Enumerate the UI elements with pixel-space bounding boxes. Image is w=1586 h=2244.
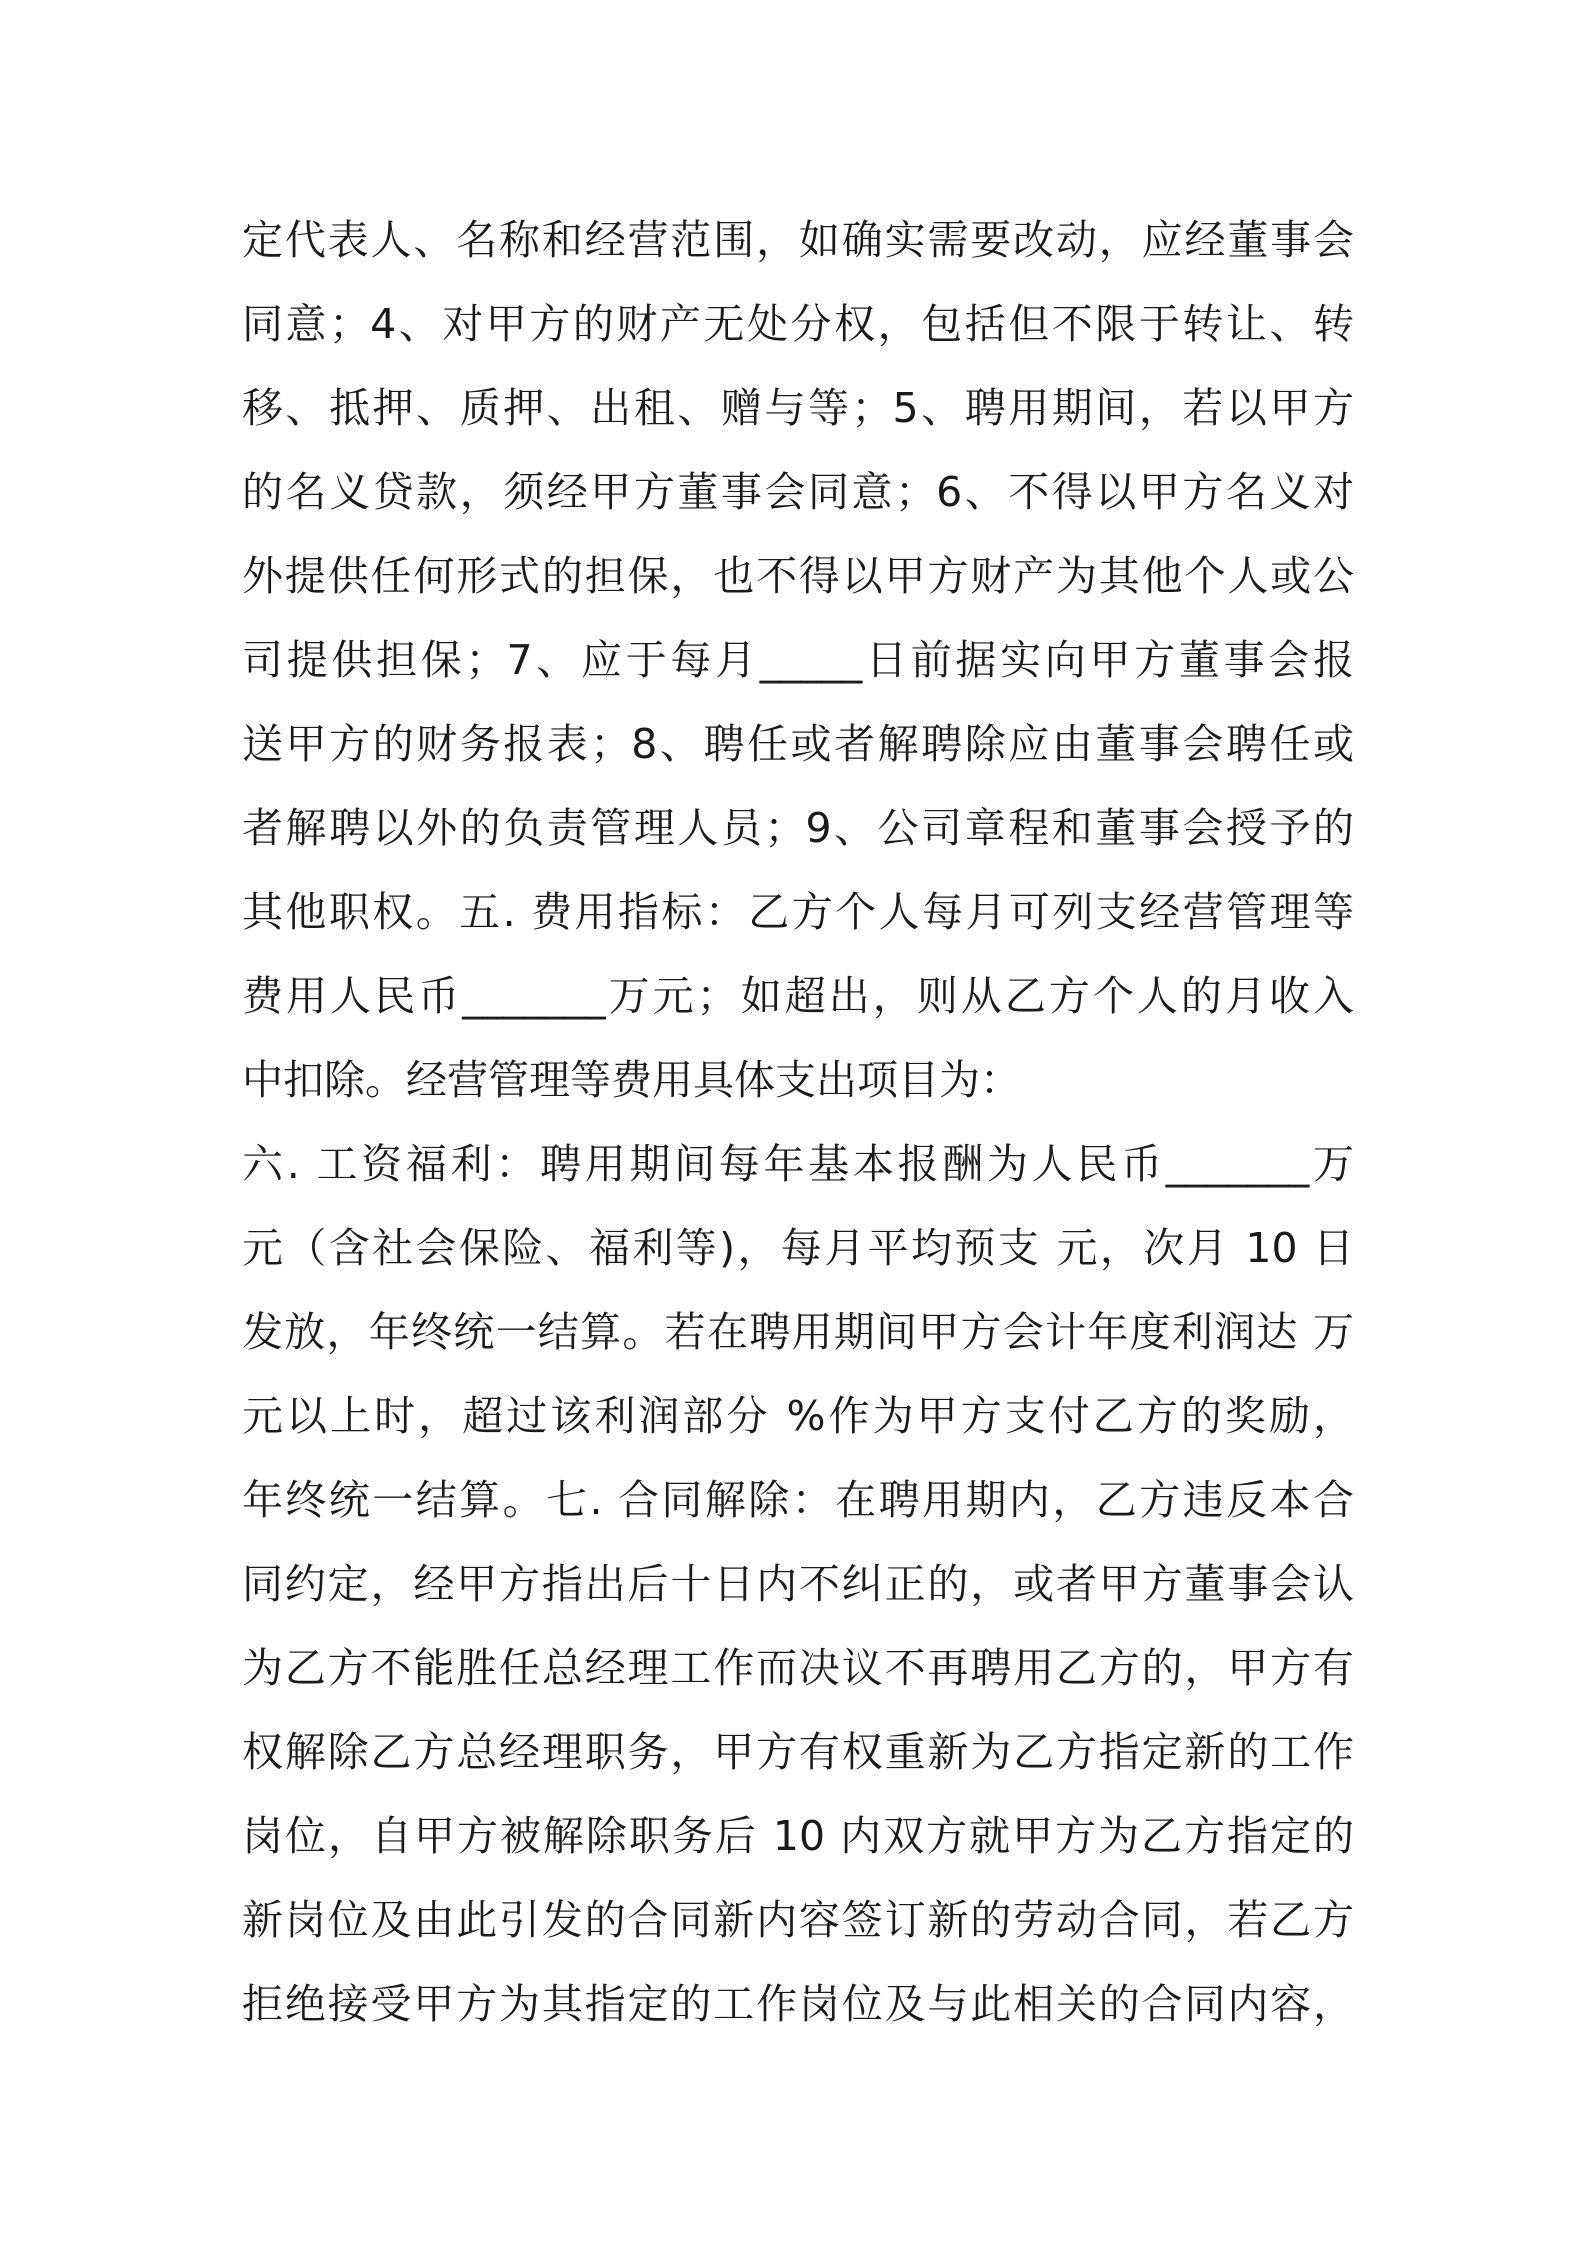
text-line: 权解除乙方总经理职务，甲方有权重新为乙方指定新的工作 — [242, 1728, 1354, 1776]
text-line: 同意；4、对甲方的财产无处分权，包括但不限于转让、转 — [242, 300, 1354, 348]
text-line: 年终统一结算。七. 合同解除：在聘用期内，乙方违反本合 — [242, 1476, 1354, 1524]
text-line: 定代表人、名称和经营范围，如确实需要改动，应经董事会 — [242, 216, 1354, 264]
text-line: 司提供担保；7、应于每月_____日前据实向甲方董事会报 — [242, 636, 1354, 684]
text-line: 拒绝接受甲方为其指定的工作岗位及与此相关的合同内容， — [242, 1980, 1354, 2028]
text-line: 移、抵押、质押、出租、赠与等；5、聘用期间，若以甲方 — [242, 384, 1354, 432]
text-line: 费用人民币_______万元；如超出，则从乙方个人的月收入 — [242, 972, 1354, 1020]
text-line: 者解聘以外的负责管理人员；9、公司章程和董事会授予的 — [242, 804, 1354, 852]
text-line: 六. 工资福利：聘用期间每年基本报酬为人民币_______万 — [242, 1140, 1354, 1188]
text-line: 发放，年终统一结算。若在聘用期间甲方会计年度利润达 万 — [242, 1308, 1354, 1356]
text-line: 的名义贷款，须经甲方董事会同意；6、不得以甲方名义对 — [242, 468, 1354, 516]
text-line: 中扣除。经营管理等费用具体支出项目为： — [242, 1056, 1021, 1104]
text-line: 送甲方的财务报表；8、聘任或者解聘除应由董事会聘任或 — [242, 720, 1354, 768]
text-line: 岗位，自甲方被解除职务后 10 内双方就甲方为乙方指定的 — [242, 1812, 1354, 1860]
text-line: 同约定，经甲方指出后十日内不纠正的，或者甲方董事会认 — [242, 1560, 1354, 1608]
text-line: 其他职权。五. 费用指标：乙方个人每月可列支经营管理等 — [242, 888, 1354, 936]
text-line: 外提供任何形式的担保，也不得以甲方财产为其他个人或公 — [242, 552, 1354, 600]
text-line: 为乙方不能胜任总经理工作而决议不再聘用乙方的，甲方有 — [242, 1644, 1354, 1692]
text-line: 新岗位及由此引发的合同新内容签订新的劳动合同，若乙方 — [242, 1896, 1354, 1944]
text-line: 元以上时，超过该利润部分 %作为甲方支付乙方的奖励， — [242, 1392, 1354, 1440]
text-line: 元（含社会保险、福利等)，每月平均预支 元，次月 10 日 — [242, 1224, 1354, 1272]
contract-text-body — [242, 198, 1354, 2046]
